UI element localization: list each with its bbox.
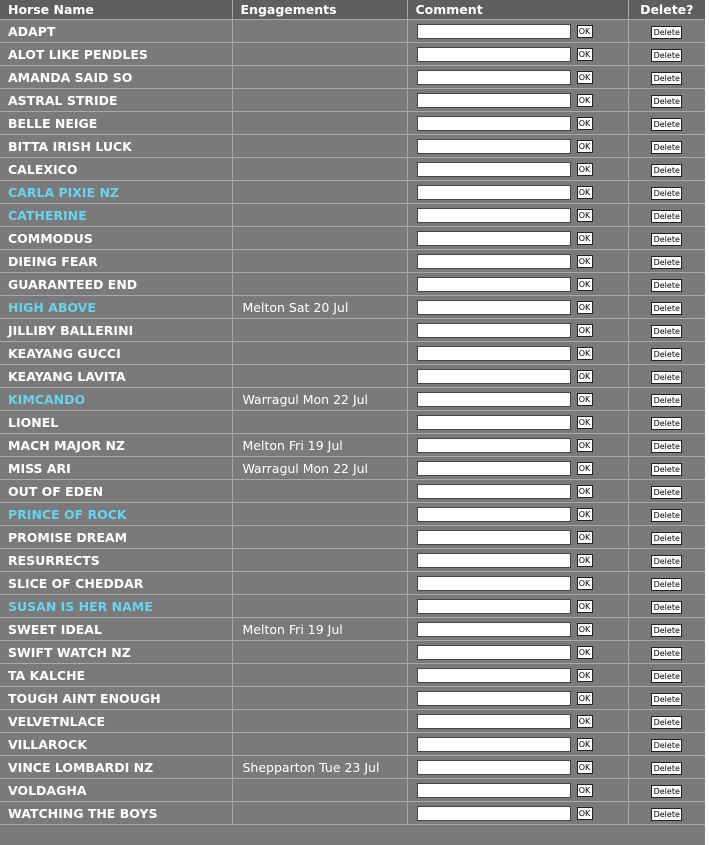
delete-button[interactable]: Delete [651,555,682,568]
delete-button[interactable]: Delete [651,348,682,361]
comment-input[interactable] [417,346,571,361]
horse-name: ASTRAL STRIDE [0,89,232,112]
comment-cell [407,480,628,503]
comment-cell [407,710,628,733]
delete-button[interactable]: Delete [651,417,682,430]
delete-button[interactable]: Delete [651,762,682,775]
comment-input[interactable] [417,300,571,315]
delete-cell [628,388,705,411]
comment-input[interactable] [417,484,571,499]
table-header-row [0,0,705,20]
delete-button[interactable]: Delete [651,164,682,177]
comment-cell [407,503,628,526]
comment-cell [407,595,628,618]
engagement [232,733,407,756]
comment-input[interactable] [417,369,571,384]
ok-button[interactable]: OK [577,25,593,38]
engagement [232,664,407,687]
delete-cell [628,618,705,641]
delete-button[interactable]: Delete [651,26,682,39]
table-row [0,227,705,250]
ok-button[interactable]: OK [577,48,593,61]
comment-cell [407,43,628,66]
delete-cell [628,135,705,158]
delete-button[interactable]: Delete [651,578,682,591]
engagement [232,181,407,204]
table-row [0,710,705,733]
engagement [232,526,407,549]
ok-button[interactable]: OK [577,508,593,521]
comment-cell [407,319,628,342]
engagement [232,687,407,710]
delete-button[interactable]: Delete [651,739,682,752]
ok-button[interactable]: OK [577,784,593,797]
ok-button[interactable]: OK [577,439,593,452]
comment-cell [407,158,628,181]
delete-cell [628,480,705,503]
comment-cell [407,204,628,227]
horse-name: VILLAROCK [0,733,232,756]
delete-button[interactable]: Delete [651,532,682,545]
engagement: Melton Fri 19 Jul [232,618,407,641]
comment-input[interactable] [417,47,571,62]
horse-name: VINCE LOMBARDI NZ [0,756,232,779]
engagement: Melton Fri 19 Jul [232,434,407,457]
engagement [232,595,407,618]
horse-name: KEAYANG LAVITA [0,365,232,388]
ok-button[interactable]: OK [577,301,593,314]
engagement: Shepparton Tue 23 Jul [232,756,407,779]
horse-name: MACH MAJOR NZ [0,434,232,457]
engagement: Melton Sat 20 Jul [232,296,407,319]
table-row [0,687,705,710]
ok-button[interactable]: OK [577,761,593,774]
delete-cell [628,411,705,434]
delete-button[interactable]: Delete [651,670,682,683]
delete-button[interactable]: Delete [651,509,682,522]
comment-input[interactable] [417,323,571,338]
comment-cell [407,549,628,572]
delete-button[interactable]: Delete [651,647,682,660]
horse-name: ADAPT [0,20,232,43]
column-header-comment: Comment [407,0,628,20]
engagement [232,66,407,89]
comment-input[interactable] [417,691,571,706]
comment-input[interactable] [417,438,571,453]
comment-cell [407,526,628,549]
delete-cell [628,20,705,43]
ok-button[interactable]: OK [577,278,593,291]
delete-button[interactable]: Delete [651,49,682,62]
comment-input[interactable] [417,116,571,131]
delete-cell [628,319,705,342]
table-row [0,296,705,319]
delete-cell [628,158,705,181]
comment-cell [407,296,628,319]
table-row [0,250,705,273]
engagement [232,802,407,825]
horse-name: BITTA IRISH LUCK [0,135,232,158]
comment-cell [407,66,628,89]
comment-cell [407,135,628,158]
comment-cell [407,802,628,825]
comment-cell [407,112,628,135]
comment-cell [407,20,628,43]
column-header-engagements: Engagements [232,0,407,20]
ok-button[interactable]: OK [577,140,593,153]
table-row [0,802,705,825]
delete-cell [628,296,705,319]
table-row [0,503,705,526]
comment-cell [407,733,628,756]
delete-button[interactable]: Delete [651,256,682,269]
table-row [0,618,705,641]
table-row [0,480,705,503]
delete-button[interactable]: Delete [651,693,682,706]
horse-name[interactable]: CATHERINE [0,204,232,227]
delete-cell [628,43,705,66]
ok-button[interactable]: OK [577,71,593,84]
engagement [232,43,407,66]
ok-button[interactable]: OK [577,186,593,199]
column-header-delete: Delete? [628,0,705,20]
comment-cell [407,388,628,411]
comment-cell [407,641,628,664]
comment-input[interactable] [417,93,571,108]
table-row [0,664,705,687]
delete-button[interactable]: Delete [651,279,682,292]
engagement [232,204,407,227]
comment-cell [407,434,628,457]
table-row [0,43,705,66]
comment-input[interactable] [417,668,571,683]
ok-button[interactable]: OK [577,715,593,728]
engagement [232,89,407,112]
delete-button[interactable]: Delete [651,233,682,246]
ok-button[interactable]: OK [577,462,593,475]
table-row [0,434,705,457]
comment-cell [407,273,628,296]
horse-name: PROMISE DREAM [0,526,232,549]
horse-name: CALEXICO [0,158,232,181]
delete-cell [628,204,705,227]
ok-button[interactable]: OK [577,646,593,659]
ok-button[interactable]: OK [577,692,593,705]
engagement [232,227,407,250]
delete-cell [628,89,705,112]
delete-button[interactable]: Delete [651,187,682,200]
engagement [232,411,407,434]
delete-cell [628,687,705,710]
ok-button[interactable]: OK [577,554,593,567]
engagement [232,112,407,135]
comment-cell [407,756,628,779]
ok-button[interactable]: OK [577,669,593,682]
comment-input[interactable] [417,231,571,246]
comment-input[interactable] [417,254,571,269]
comment-input[interactable] [417,277,571,292]
table-row [0,572,705,595]
ok-button[interactable]: OK [577,807,593,820]
ok-button[interactable]: OK [577,485,593,498]
horse-name: MISS ARI [0,457,232,480]
engagement [232,710,407,733]
delete-button[interactable]: Delete [651,785,682,798]
comment-input[interactable] [417,415,571,430]
table-row [0,319,705,342]
ok-button[interactable]: OK [577,600,593,613]
ok-button[interactable]: OK [577,209,593,222]
table-row [0,273,705,296]
table-row [0,135,705,158]
engagement [232,158,407,181]
horse-name[interactable]: SUSAN IS HER NAME [0,595,232,618]
horse-name: COMMODUS [0,227,232,250]
engagement [232,135,407,158]
delete-cell [628,710,705,733]
ok-button[interactable]: OK [577,577,593,590]
comment-cell [407,250,628,273]
horse-name: TOUGH AINT ENOUGH [0,687,232,710]
horse-name: RESURRECTS [0,549,232,572]
engagement [232,572,407,595]
delete-cell [628,434,705,457]
comment-cell [407,618,628,641]
engagement [232,503,407,526]
comment-input[interactable] [417,645,571,660]
horse-name: BELLE NEIGE [0,112,232,135]
table-row [0,204,705,227]
delete-cell [628,227,705,250]
delete-cell [628,112,705,135]
horse-name: JILLIBY BALLERINI [0,319,232,342]
comment-cell [407,181,628,204]
delete-button[interactable]: Delete [651,394,682,407]
ok-button[interactable]: OK [577,531,593,544]
table-row [0,549,705,572]
delete-cell [628,526,705,549]
table-body [0,20,705,825]
delete-button[interactable]: Delete [651,486,682,499]
horse-name[interactable]: CARLA PIXIE NZ [0,181,232,204]
table-row [0,641,705,664]
horse-name: DIEING FEAR [0,250,232,273]
horse-name: OUT OF EDEN [0,480,232,503]
horse-name: SWIFT WATCH NZ [0,641,232,664]
delete-button[interactable]: Delete [651,371,682,384]
table-row [0,365,705,388]
comment-input[interactable] [417,392,571,407]
comment-input[interactable] [417,622,571,637]
comment-cell [407,664,628,687]
delete-button[interactable]: Delete [651,95,682,108]
ok-button[interactable]: OK [577,370,593,383]
table-row [0,388,705,411]
comment-input[interactable] [417,576,571,591]
delete-cell [628,273,705,296]
delete-cell [628,457,705,480]
horse-name: SLICE OF CHEDDAR [0,572,232,595]
delete-button[interactable]: Delete [651,463,682,476]
comment-input[interactable] [417,185,571,200]
delete-cell [628,779,705,802]
comment-input[interactable] [417,806,571,821]
comment-input[interactable] [417,760,571,775]
table-row [0,457,705,480]
horse-name: GUARANTEED END [0,273,232,296]
comment-input[interactable] [417,139,571,154]
comment-input[interactable] [417,714,571,729]
comment-input[interactable] [417,783,571,798]
engagement [232,273,407,296]
horse-name: AMANDA SAID SO [0,66,232,89]
delete-cell [628,66,705,89]
horse-name: TA KALCHE [0,664,232,687]
comment-cell [407,342,628,365]
engagement [232,779,407,802]
table-row [0,756,705,779]
delete-button[interactable]: Delete [651,440,682,453]
delete-cell [628,250,705,273]
table-row [0,526,705,549]
delete-cell [628,572,705,595]
horse-name: WATCHING THE BOYS [0,802,232,825]
delete-button[interactable]: Delete [651,302,682,315]
delete-button[interactable]: Delete [651,808,682,821]
horse-name: VELVETNLACE [0,710,232,733]
comment-input[interactable] [417,461,571,476]
engagement: Warragul Mon 22 Jul [232,457,407,480]
comment-cell [407,89,628,112]
table-row [0,342,705,365]
delete-button[interactable]: Delete [651,118,682,131]
delete-cell [628,503,705,526]
comment-input[interactable] [417,507,571,522]
delete-cell [628,365,705,388]
delete-button[interactable]: Delete [651,624,682,637]
table-row [0,595,705,618]
comment-input[interactable] [417,599,571,614]
horse-name: VOLDAGHA [0,779,232,802]
comment-input[interactable] [417,553,571,568]
ok-button[interactable]: OK [577,163,593,176]
table-row [0,158,705,181]
comment-input[interactable] [417,208,571,223]
ok-button[interactable]: OK [577,94,593,107]
table-row [0,181,705,204]
table-row [0,411,705,434]
ok-button[interactable]: OK [577,623,593,636]
horse-name[interactable]: KIMCANDO [0,388,232,411]
comment-cell [407,572,628,595]
comment-input[interactable] [417,24,571,39]
ok-button[interactable]: OK [577,347,593,360]
delete-cell [628,549,705,572]
comment-input[interactable] [417,530,571,545]
delete-button[interactable]: Delete [651,72,682,85]
ok-button[interactable]: OK [577,324,593,337]
comment-input[interactable] [417,737,571,752]
delete-cell [628,641,705,664]
delete-cell [628,342,705,365]
delete-cell [628,664,705,687]
engagement [232,480,407,503]
comment-input[interactable] [417,70,571,85]
delete-cell [628,733,705,756]
comment-cell [407,687,628,710]
delete-cell [628,181,705,204]
engagement [232,319,407,342]
delete-button[interactable]: Delete [651,210,682,223]
engagement [232,549,407,572]
delete-button[interactable]: Delete [651,141,682,154]
delete-button[interactable]: Delete [651,325,682,338]
horse-name: ALOT LIKE PENDLES [0,43,232,66]
horse-name: LIONEL [0,411,232,434]
ok-button[interactable]: OK [577,255,593,268]
engagement: Warragul Mon 22 Jul [232,388,407,411]
table-row [0,733,705,756]
horse-name[interactable]: PRINCE OF ROCK [0,503,232,526]
comment-cell [407,365,628,388]
delete-cell [628,756,705,779]
comment-input[interactable] [417,162,571,177]
engagement [232,20,407,43]
delete-button[interactable]: Delete [651,601,682,614]
ok-button[interactable]: OK [577,416,593,429]
engagement [232,365,407,388]
comment-cell [407,227,628,250]
engagement [232,641,407,664]
table-row [0,112,705,135]
horse-name: SWEET IDEAL [0,618,232,641]
ok-button[interactable]: OK [577,232,593,245]
ok-button[interactable]: OK [577,738,593,751]
ok-button[interactable]: OK [577,117,593,130]
horse-name[interactable]: HIGH ABOVE [0,296,232,319]
delete-button[interactable]: Delete [651,716,682,729]
delete-cell [628,595,705,618]
comment-cell [407,457,628,480]
column-header-horse-name: Horse Name [0,0,232,20]
comment-cell [407,779,628,802]
horse-name: KEAYANG GUCCI [0,342,232,365]
table-row [0,66,705,89]
ok-button[interactable]: OK [577,393,593,406]
delete-cell [628,802,705,825]
engagement [232,342,407,365]
table-row [0,20,705,43]
comment-cell [407,411,628,434]
engagement [232,250,407,273]
table-row [0,89,705,112]
table-row [0,779,705,802]
